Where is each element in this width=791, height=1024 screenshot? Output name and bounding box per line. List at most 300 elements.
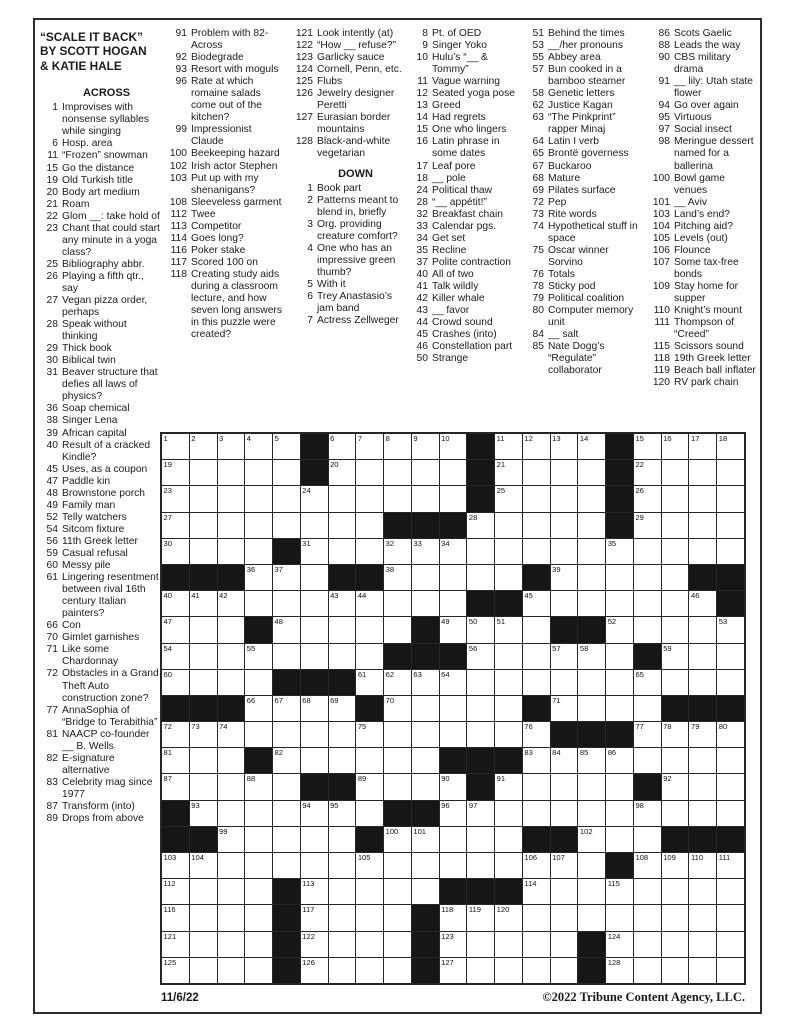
- grid-cell[interactable]: [440, 932, 467, 957]
- grid-cell[interactable]: [273, 644, 300, 669]
- grid-cell[interactable]: [634, 932, 661, 957]
- grid-cell[interactable]: [523, 617, 550, 642]
- grid-cell[interactable]: [634, 853, 661, 878]
- grid-cell[interactable]: [689, 670, 716, 695]
- grid-cell[interactable]: [634, 879, 661, 904]
- grid-cell[interactable]: [273, 513, 300, 538]
- grid-cell[interactable]: [245, 774, 272, 799]
- grid-cell[interactable]: [384, 591, 411, 616]
- grid-cell[interactable]: [218, 617, 245, 642]
- grid-cell[interactable]: [551, 434, 578, 459]
- grid-cell[interactable]: [578, 644, 605, 669]
- grid-cell[interactable]: [634, 905, 661, 930]
- grid-cell[interactable]: [634, 486, 661, 511]
- grid-cell[interactable]: [634, 722, 661, 747]
- grid-cell[interactable]: [634, 460, 661, 485]
- grid-cell[interactable]: [606, 748, 633, 773]
- grid-cell[interactable]: [578, 748, 605, 773]
- grid-cell[interactable]: [717, 434, 744, 459]
- grid-cell[interactable]: [495, 801, 522, 826]
- grid-cell[interactable]: [356, 801, 383, 826]
- grid-cell[interactable]: [273, 486, 300, 511]
- grid-cell[interactable]: [440, 774, 467, 799]
- grid-cell[interactable]: [662, 879, 689, 904]
- grid-cell[interactable]: [329, 434, 356, 459]
- grid-cell[interactable]: [384, 853, 411, 878]
- grid-cell[interactable]: [662, 434, 689, 459]
- grid-cell[interactable]: [662, 958, 689, 983]
- grid-cell[interactable]: [329, 539, 356, 564]
- grid-cell[interactable]: [689, 801, 716, 826]
- grid-cell[interactable]: [717, 460, 744, 485]
- grid-cell[interactable]: [551, 696, 578, 721]
- grid-cell[interactable]: [606, 801, 633, 826]
- grid-cell[interactable]: [440, 801, 467, 826]
- grid-cell[interactable]: [634, 801, 661, 826]
- grid-cell[interactable]: [245, 879, 272, 904]
- grid-cell[interactable]: [329, 617, 356, 642]
- grid-cell[interactable]: [495, 827, 522, 852]
- grid-cell[interactable]: [440, 853, 467, 878]
- grid-cell[interactable]: [190, 748, 217, 773]
- grid-cell[interactable]: [578, 670, 605, 695]
- grid-cell[interactable]: [384, 460, 411, 485]
- grid-cell[interactable]: [162, 748, 189, 773]
- grid-cell[interactable]: [717, 617, 744, 642]
- grid-cell[interactable]: [301, 513, 328, 538]
- grid-cell[interactable]: [412, 879, 439, 904]
- grid-cell[interactable]: [523, 460, 550, 485]
- grid-cell[interactable]: [440, 827, 467, 852]
- grid-cell[interactable]: [384, 565, 411, 590]
- grid-cell[interactable]: [273, 827, 300, 852]
- grid-cell[interactable]: [412, 748, 439, 773]
- grid-cell[interactable]: [301, 958, 328, 983]
- grid-cell[interactable]: [551, 905, 578, 930]
- grid-cell[interactable]: [273, 722, 300, 747]
- grid-cell[interactable]: [384, 748, 411, 773]
- grid-cell[interactable]: [551, 879, 578, 904]
- grid-cell[interactable]: [245, 905, 272, 930]
- grid-cell[interactable]: [190, 670, 217, 695]
- grid-cell[interactable]: [245, 486, 272, 511]
- grid-cell[interactable]: [495, 722, 522, 747]
- grid-cell[interactable]: [440, 460, 467, 485]
- grid-cell[interactable]: [412, 591, 439, 616]
- grid-cell[interactable]: [273, 696, 300, 721]
- grid-cell[interactable]: [606, 774, 633, 799]
- grid-cell[interactable]: [301, 722, 328, 747]
- grid-cell[interactable]: [162, 591, 189, 616]
- grid-cell[interactable]: [495, 958, 522, 983]
- grid-cell[interactable]: [356, 617, 383, 642]
- grid-cell[interactable]: [606, 644, 633, 669]
- grid-cell[interactable]: [190, 774, 217, 799]
- grid-cell[interactable]: [329, 879, 356, 904]
- grid-cell[interactable]: [495, 696, 522, 721]
- grid-cell[interactable]: [412, 486, 439, 511]
- grid-cell[interactable]: [356, 670, 383, 695]
- grid-cell[interactable]: [495, 644, 522, 669]
- grid-cell[interactable]: [356, 460, 383, 485]
- grid-cell[interactable]: [218, 853, 245, 878]
- grid-cell[interactable]: [412, 670, 439, 695]
- grid-cell[interactable]: [218, 722, 245, 747]
- grid-cell[interactable]: [218, 513, 245, 538]
- grid-cell[interactable]: [218, 748, 245, 773]
- grid-cell[interactable]: [412, 827, 439, 852]
- grid-cell[interactable]: [301, 801, 328, 826]
- grid-cell[interactable]: [523, 513, 550, 538]
- grid-cell[interactable]: [190, 853, 217, 878]
- grid-cell[interactable]: [717, 539, 744, 564]
- grid-cell[interactable]: [162, 617, 189, 642]
- grid-cell[interactable]: [218, 434, 245, 459]
- grid-cell[interactable]: [689, 591, 716, 616]
- grid-cell[interactable]: [717, 879, 744, 904]
- grid-cell[interactable]: [218, 460, 245, 485]
- grid-cell[interactable]: [245, 932, 272, 957]
- grid-cell[interactable]: [467, 853, 494, 878]
- grid-cell[interactable]: [551, 486, 578, 511]
- grid-cell[interactable]: [356, 958, 383, 983]
- grid-cell[interactable]: [689, 774, 716, 799]
- grid-cell[interactable]: [551, 565, 578, 590]
- grid-cell[interactable]: [440, 565, 467, 590]
- grid-cell[interactable]: [412, 774, 439, 799]
- grid-cell[interactable]: [467, 670, 494, 695]
- grid-cell[interactable]: [384, 774, 411, 799]
- grid-cell[interactable]: [717, 932, 744, 957]
- grid-cell[interactable]: [440, 696, 467, 721]
- grid-cell[interactable]: [578, 853, 605, 878]
- grid-cell[interactable]: [301, 905, 328, 930]
- grid-cell[interactable]: [329, 644, 356, 669]
- grid-cell[interactable]: [662, 853, 689, 878]
- grid-cell[interactable]: [578, 565, 605, 590]
- grid-cell[interactable]: [329, 905, 356, 930]
- grid-cell[interactable]: [606, 617, 633, 642]
- grid-cell[interactable]: [495, 539, 522, 564]
- grid-cell[interactable]: [551, 774, 578, 799]
- grid-cell[interactable]: [689, 460, 716, 485]
- grid-cell[interactable]: [495, 905, 522, 930]
- grid-cell[interactable]: [273, 774, 300, 799]
- grid-cell[interactable]: [273, 617, 300, 642]
- grid-cell[interactable]: [689, 958, 716, 983]
- grid-cell[interactable]: [162, 879, 189, 904]
- grid-cell[interactable]: [551, 644, 578, 669]
- grid-cell[interactable]: [662, 513, 689, 538]
- grid-cell[interactable]: [467, 801, 494, 826]
- grid-cell[interactable]: [634, 513, 661, 538]
- grid-cell[interactable]: [356, 932, 383, 957]
- grid-cell[interactable]: [495, 932, 522, 957]
- grid-cell[interactable]: [356, 774, 383, 799]
- grid-cell[interactable]: [412, 434, 439, 459]
- grid-cell[interactable]: [662, 774, 689, 799]
- grid-cell[interactable]: [245, 644, 272, 669]
- grid-cell[interactable]: [162, 774, 189, 799]
- grid-cell[interactable]: [578, 827, 605, 852]
- grid-cell[interactable]: [551, 591, 578, 616]
- grid-cell[interactable]: [301, 617, 328, 642]
- grid-cell[interactable]: [523, 879, 550, 904]
- grid-cell[interactable]: [551, 958, 578, 983]
- grid-cell[interactable]: [329, 486, 356, 511]
- grid-cell[interactable]: [467, 696, 494, 721]
- grid-cell[interactable]: [634, 434, 661, 459]
- grid-cell[interactable]: [356, 905, 383, 930]
- grid-cell[interactable]: [356, 879, 383, 904]
- grid-cell[interactable]: [523, 670, 550, 695]
- grid-cell[interactable]: [329, 696, 356, 721]
- grid-cell[interactable]: [662, 617, 689, 642]
- grid-cell[interactable]: [578, 801, 605, 826]
- grid-cell[interactable]: [245, 670, 272, 695]
- grid-cell[interactable]: [717, 905, 744, 930]
- grid-cell[interactable]: [412, 722, 439, 747]
- grid-cell[interactable]: [606, 905, 633, 930]
- grid-cell[interactable]: [245, 801, 272, 826]
- grid-cell[interactable]: [689, 513, 716, 538]
- grid-cell[interactable]: [662, 905, 689, 930]
- grid-cell[interactable]: [356, 591, 383, 616]
- grid-cell[interactable]: [467, 827, 494, 852]
- grid-cell[interactable]: [717, 853, 744, 878]
- grid-cell[interactable]: [467, 722, 494, 747]
- grid-cell[interactable]: [523, 905, 550, 930]
- grid-cell[interactable]: [662, 539, 689, 564]
- grid-cell[interactable]: [384, 486, 411, 511]
- grid-cell[interactable]: [273, 748, 300, 773]
- grid-cell[interactable]: [551, 513, 578, 538]
- grid-cell[interactable]: [384, 434, 411, 459]
- grid-cell[interactable]: [218, 591, 245, 616]
- grid-cell[interactable]: [384, 539, 411, 564]
- grid-cell[interactable]: [301, 932, 328, 957]
- grid-cell[interactable]: [162, 853, 189, 878]
- grid-cell[interactable]: [356, 513, 383, 538]
- grid-cell[interactable]: [384, 958, 411, 983]
- grid-cell[interactable]: [495, 486, 522, 511]
- grid-cell[interactable]: [218, 670, 245, 695]
- grid-cell[interactable]: [440, 617, 467, 642]
- grid-cell[interactable]: [162, 513, 189, 538]
- grid-cell[interactable]: [689, 434, 716, 459]
- grid-cell[interactable]: [329, 932, 356, 957]
- grid-cell[interactable]: [329, 460, 356, 485]
- grid-cell[interactable]: [634, 827, 661, 852]
- grid-cell[interactable]: [329, 801, 356, 826]
- grid-cell[interactable]: [218, 879, 245, 904]
- grid-cell[interactable]: [273, 853, 300, 878]
- grid-cell[interactable]: [218, 932, 245, 957]
- grid-cell[interactable]: [689, 853, 716, 878]
- grid-cell[interactable]: [662, 486, 689, 511]
- grid-cell[interactable]: [245, 513, 272, 538]
- grid-cell[interactable]: [467, 565, 494, 590]
- grid-cell[interactable]: [495, 434, 522, 459]
- grid-cell[interactable]: [717, 748, 744, 773]
- grid-cell[interactable]: [578, 486, 605, 511]
- grid-cell[interactable]: [190, 905, 217, 930]
- grid-cell[interactable]: [162, 958, 189, 983]
- grid-cell[interactable]: [523, 958, 550, 983]
- grid-cell[interactable]: [523, 722, 550, 747]
- grid-cell[interactable]: [551, 748, 578, 773]
- grid-cell[interactable]: [717, 801, 744, 826]
- grid-cell[interactable]: [606, 670, 633, 695]
- grid-cell[interactable]: [245, 539, 272, 564]
- grid-cell[interactable]: [162, 434, 189, 459]
- grid-cell[interactable]: [440, 670, 467, 695]
- grid-cell[interactable]: [606, 827, 633, 852]
- grid-cell[interactable]: [190, 958, 217, 983]
- grid-cell[interactable]: [218, 539, 245, 564]
- grid-cell[interactable]: [440, 722, 467, 747]
- grid-cell[interactable]: [218, 958, 245, 983]
- grid-cell[interactable]: [384, 617, 411, 642]
- grid-cell[interactable]: [356, 853, 383, 878]
- grid-cell[interactable]: [301, 696, 328, 721]
- grid-cell[interactable]: [689, 879, 716, 904]
- grid-cell[interactable]: [440, 958, 467, 983]
- grid-cell[interactable]: [356, 434, 383, 459]
- grid-cell[interactable]: [717, 670, 744, 695]
- grid-cell[interactable]: [662, 670, 689, 695]
- grid-cell[interactable]: [467, 958, 494, 983]
- grid-cell[interactable]: [578, 905, 605, 930]
- grid-cell[interactable]: [606, 696, 633, 721]
- grid-cell[interactable]: [551, 853, 578, 878]
- grid-cell[interactable]: [689, 486, 716, 511]
- grid-cell[interactable]: [606, 539, 633, 564]
- grid-cell[interactable]: [523, 486, 550, 511]
- grid-cell[interactable]: [662, 932, 689, 957]
- grid-cell[interactable]: [689, 617, 716, 642]
- grid-cell[interactable]: [412, 565, 439, 590]
- grid-cell[interactable]: [495, 774, 522, 799]
- grid-cell[interactable]: [301, 748, 328, 773]
- grid-cell[interactable]: [551, 539, 578, 564]
- grid-cell[interactable]: [245, 853, 272, 878]
- grid-cell[interactable]: [245, 460, 272, 485]
- grid-cell[interactable]: [467, 905, 494, 930]
- grid-cell[interactable]: [662, 591, 689, 616]
- grid-cell[interactable]: [523, 644, 550, 669]
- grid-cell[interactable]: [218, 774, 245, 799]
- grid-cell[interactable]: [551, 460, 578, 485]
- grid-cell[interactable]: [356, 486, 383, 511]
- grid-cell[interactable]: [329, 853, 356, 878]
- grid-cell[interactable]: [495, 565, 522, 590]
- grid-cell[interactable]: [190, 539, 217, 564]
- grid-cell[interactable]: [689, 748, 716, 773]
- grid-cell[interactable]: [634, 670, 661, 695]
- grid-cell[interactable]: [162, 932, 189, 957]
- grid-cell[interactable]: [467, 513, 494, 538]
- grid-cell[interactable]: [606, 591, 633, 616]
- grid-cell[interactable]: [162, 539, 189, 564]
- grid-cell[interactable]: [245, 696, 272, 721]
- grid-cell[interactable]: [412, 539, 439, 564]
- grid-cell[interactable]: [689, 932, 716, 957]
- grid-cell[interactable]: [329, 591, 356, 616]
- grid-cell[interactable]: [190, 801, 217, 826]
- grid-cell[interactable]: [384, 932, 411, 957]
- grid-cell[interactable]: [329, 827, 356, 852]
- grid-cell[interactable]: [301, 539, 328, 564]
- grid-cell[interactable]: [384, 905, 411, 930]
- grid-cell[interactable]: [662, 801, 689, 826]
- grid-cell[interactable]: [162, 644, 189, 669]
- grid-cell[interactable]: [662, 748, 689, 773]
- grid-cell[interactable]: [301, 486, 328, 511]
- grid-cell[interactable]: [662, 565, 689, 590]
- grid-cell[interactable]: [190, 932, 217, 957]
- grid-cell[interactable]: [273, 460, 300, 485]
- grid-cell[interactable]: [551, 670, 578, 695]
- grid-cell[interactable]: [551, 932, 578, 957]
- grid-cell[interactable]: [495, 617, 522, 642]
- grid-cell[interactable]: [523, 853, 550, 878]
- grid-cell[interactable]: [329, 722, 356, 747]
- grid-cell[interactable]: [301, 827, 328, 852]
- grid-cell[interactable]: [634, 617, 661, 642]
- grid-cell[interactable]: [218, 644, 245, 669]
- grid-cell[interactable]: [578, 460, 605, 485]
- grid-cell[interactable]: [412, 460, 439, 485]
- grid-cell[interactable]: [634, 748, 661, 773]
- grid-cell[interactable]: [190, 722, 217, 747]
- grid-cell[interactable]: [662, 460, 689, 485]
- grid-cell[interactable]: [523, 591, 550, 616]
- grid-cell[interactable]: [301, 644, 328, 669]
- grid-cell[interactable]: [218, 905, 245, 930]
- grid-cell[interactable]: [440, 591, 467, 616]
- grid-cell[interactable]: [634, 539, 661, 564]
- grid-cell[interactable]: [301, 565, 328, 590]
- grid-cell[interactable]: [634, 958, 661, 983]
- grid-cell[interactable]: [190, 644, 217, 669]
- grid-cell[interactable]: [273, 591, 300, 616]
- grid-cell[interactable]: [606, 565, 633, 590]
- grid-cell[interactable]: [551, 801, 578, 826]
- grid-cell[interactable]: [273, 801, 300, 826]
- grid-cell[interactable]: [384, 827, 411, 852]
- grid-cell[interactable]: [329, 748, 356, 773]
- grid-cell[interactable]: [689, 905, 716, 930]
- grid-cell[interactable]: [523, 774, 550, 799]
- grid-cell[interactable]: [689, 644, 716, 669]
- grid-cell[interactable]: [634, 565, 661, 590]
- grid-cell[interactable]: [190, 617, 217, 642]
- grid-cell[interactable]: [384, 696, 411, 721]
- grid-cell[interactable]: [606, 932, 633, 957]
- grid-cell[interactable]: [523, 932, 550, 957]
- grid-cell[interactable]: [218, 486, 245, 511]
- grid-cell[interactable]: [190, 434, 217, 459]
- grid-cell[interactable]: [467, 539, 494, 564]
- grid-cell[interactable]: [578, 879, 605, 904]
- grid-cell[interactable]: [634, 591, 661, 616]
- grid-cell[interactable]: [245, 591, 272, 616]
- grid-cell[interactable]: [245, 958, 272, 983]
- grid-cell[interactable]: [384, 722, 411, 747]
- grid-cell[interactable]: [523, 748, 550, 773]
- grid-cell[interactable]: [495, 460, 522, 485]
